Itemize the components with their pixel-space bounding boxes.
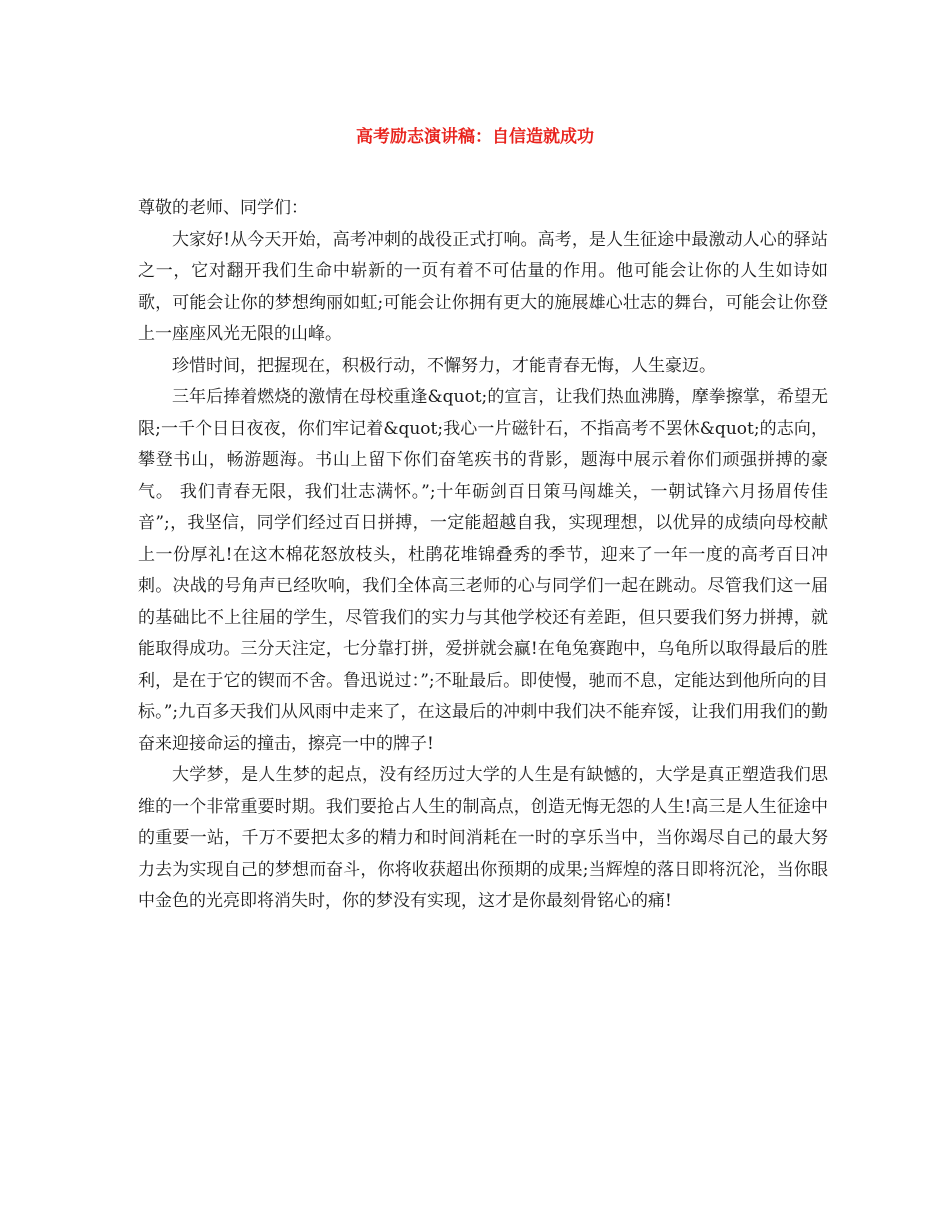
paragraph-4: 大学梦，是人生梦的起点，没有经历过大学的人生是有缺憾的，大学是真正塑造我们思维的一个非常重要时期。我们要抢占人生的制高点，创造无悔无怨的人生!高三是人生征途中的重要一站，千万不要把太多的精力和时间消耗在一时的享乐当中，当你竭尽自己的最大努力去为实现自己的梦想而奋斗，你将收获超出你预期的成果;当辉煌的落日即将沉沦，当你眼中金色的光亮即将消失时，你的梦没有实现，这才是你最刻骨铭心的痛! — [138, 765, 828, 911]
document-body — [138, 193, 828, 918]
paragraph-3: 三年后捧着燃烧的激情在母校重逢&quot;的宣言，让我们热血沸腾，摩拳擦掌，希望无限;一千个日日夜夜，你们牢记着&quot;我心一片磁针石，不指高考不罢休&quot;的志向，攀登书山，畅游题海。书山上留下你们奋笔疾书的背影，题海中展示着你们顽强拼搏的豪气。 我们青春无限，我们壮志满怀。”;十年砺剑百日策马闯雄关，一朝试锋六月扬眉传佳音”;，我坚信，同学们经过百日拼搏，一定能超越自我，实现理想，以优异的成绩向母校献上一份厚礼!在这木棉花怒放枝头，杜鹃花堆锦叠秀的季节，迎来了一年一度的高考百日冲刺。决战的号角声已经吹响，我们全体高三老师的心与同学们一起在跳动。尽管我们这一届的基础比不上往届的学生，尽管我们的实力与其他学校还有差距，但只要我们努力拼搏，就能取得成功。三分天注定，七分靠打拼，爱拼就会赢!在龟兔赛跑中，乌龟所以取得最后的胜利，是在于它的锲而不舍。鲁迅说过：”;不耻最后。即使慢，驰而不息，定能达到他所向的目标。”;九百多天我们从风雨中走来了，在这最后的冲刺中我们决不能弃馁，让我们用我们的勤奋来迎接命运的撞击，擦亮一中的牌子! — [138, 387, 828, 754]
paragraph-2: 珍惜时间，把握现在，积极行动，不懈努力，才能青春无悔，人生豪迈。 — [172, 355, 716, 376]
paragraph-1: 大家好!从今天开始，高考冲刺的战役正式打响。高考，是人生征途中最激动人心的驿站之一，它对翻开我们生命中崭新的一页有着不可估量的作用。他可能会让你的人生如诗如歌，可能会让你的梦想绚丽如虹;可能会让你拥有更大的施展雄心壮志的舞台，可能会让你登上一座座风光无限的山峰。 — [138, 229, 828, 344]
document-title: 高考励志演讲稿：自信造就成功 — [356, 127, 594, 147]
greeting: 尊敬的老师、同学们： — [138, 198, 308, 218]
